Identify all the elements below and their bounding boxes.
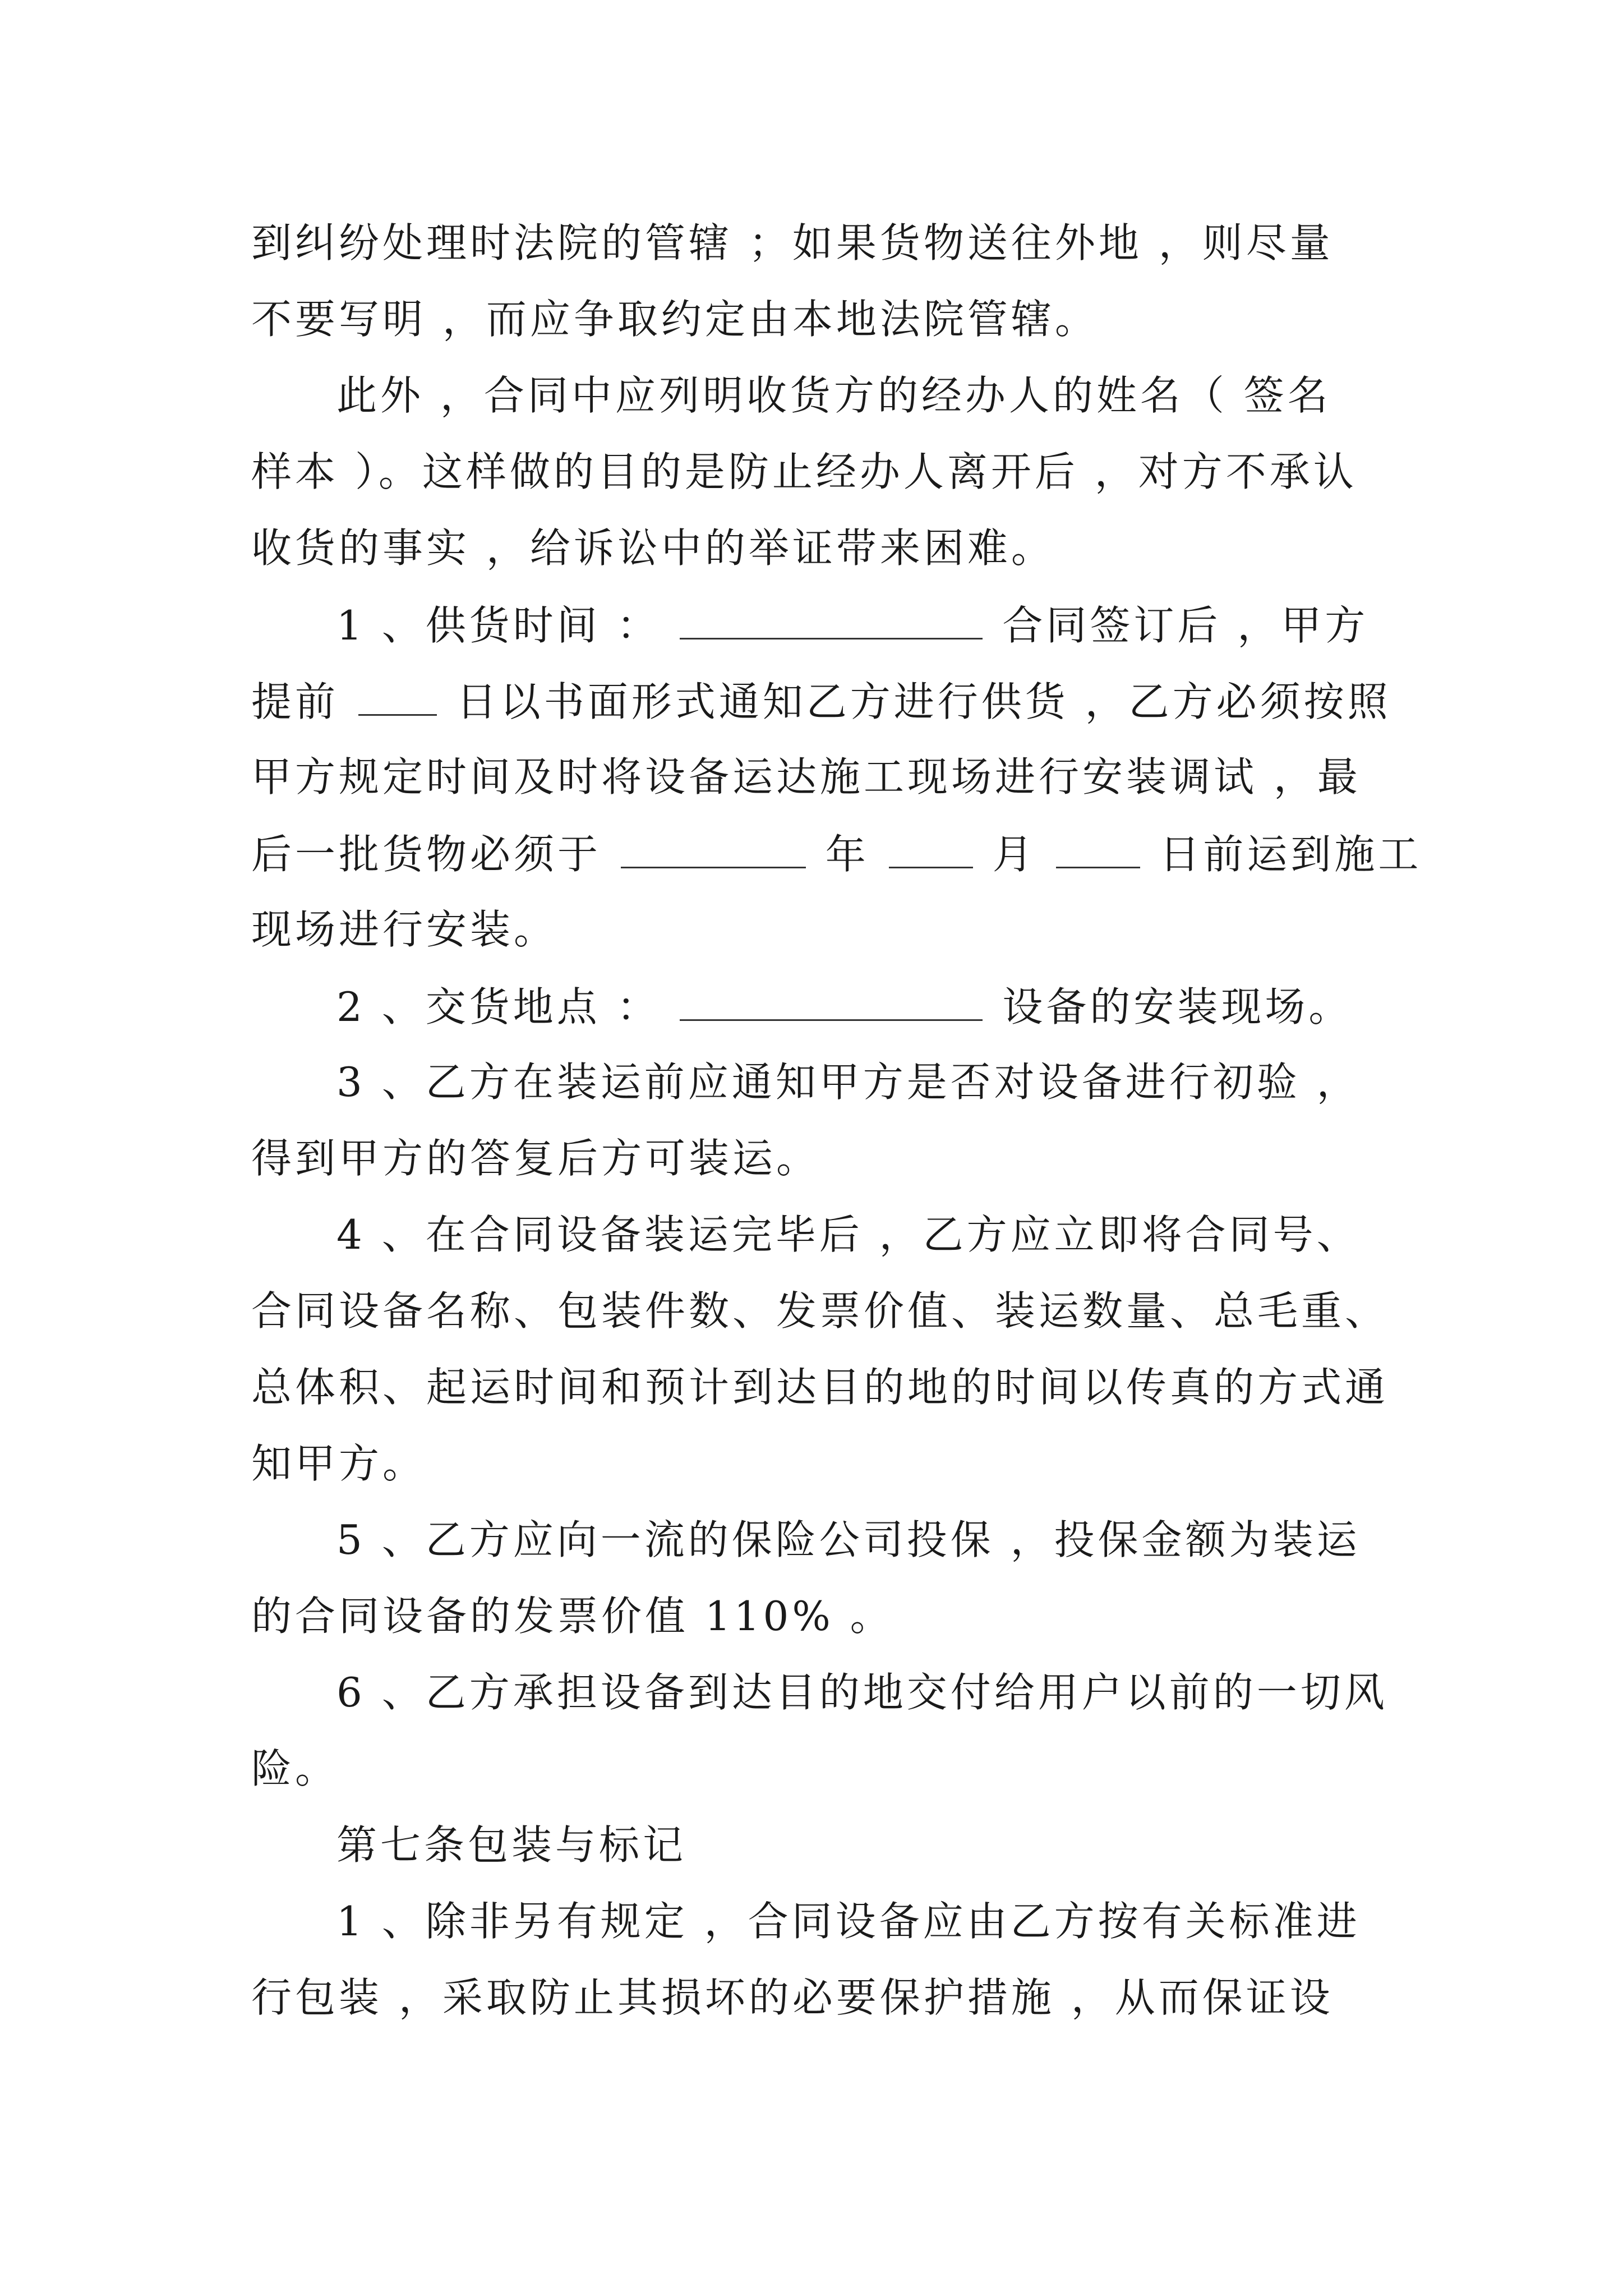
text-segment: 甲方规定时间及时将设备运达施工现场进行安装调试 ，最 xyxy=(251,753,1361,800)
text-line xyxy=(251,1971,1418,2032)
paragraph-start-line xyxy=(336,369,1503,430)
text-segment: 现场进行安装。 xyxy=(251,906,558,953)
text-segment: 3 、乙方在装运前应通知甲方是否对设备进行初验 ， xyxy=(336,1059,1361,1106)
month-blank[interactable] xyxy=(889,826,973,868)
text-line xyxy=(251,292,1418,354)
text-segment: 设备的安装现场。 xyxy=(1002,983,1353,1030)
text-segment: 的合同设备的发票价值 110% 。 xyxy=(251,1593,894,1640)
text-segment: 4 、在合同设备装运完毕后 ，乙方应立即将合同号、 xyxy=(336,1211,1361,1258)
text-segment: 6 、乙方承担设备到达目的地交付给用户以前的一切风 xyxy=(336,1669,1388,1716)
text-segment: 样本 ）。这样做的目的是防止经办人离开后 ，对方不承认 xyxy=(251,448,1357,495)
text-line xyxy=(251,1360,1418,1422)
delivery-location-blank[interactable] xyxy=(680,979,983,1021)
text-segment: 行包装 ，采取防止其损坏的必要保护措施 ，从而保证设 xyxy=(251,1974,1334,2021)
text-line xyxy=(251,674,1418,735)
paragraph-start-line xyxy=(336,1208,1503,1269)
text-segment: 知甲方。 xyxy=(251,1440,427,1487)
text-line xyxy=(251,521,1418,583)
text-line xyxy=(251,216,1418,278)
text-line xyxy=(251,1437,1418,1498)
paragraph-start-line xyxy=(336,1513,1503,1575)
text-line xyxy=(251,1589,1418,1651)
delivery-date-line xyxy=(251,826,1422,888)
text-line xyxy=(251,903,1418,964)
text-line xyxy=(251,1284,1418,1346)
text-segment: 日以书面形式通知乙方进行供货 ，乙方必须按照 xyxy=(456,678,1391,725)
supply-time-blank[interactable] xyxy=(680,597,983,639)
delivery-location-line xyxy=(336,979,1503,1041)
text-segment: 第七条包装与标记 xyxy=(336,1821,687,1869)
text-segment: 后一批货物必须于 xyxy=(251,831,602,878)
text-segment: 年 xyxy=(825,831,869,878)
text-segment: 5 、乙方应向一流的保险公司投保 ，投保金额为装运 xyxy=(336,1516,1361,1563)
text-segment: 总体积、起运时间和预计到达目的地的时间以传真的方式通 xyxy=(251,1364,1389,1411)
text-segment: 1 、供货时间 ： xyxy=(336,602,661,649)
text-segment: 收货的事实 ，给诉讼中的举证带来困难。 xyxy=(251,524,1055,572)
text-segment: 险。 xyxy=(251,1745,339,1792)
text-segment: 月 xyxy=(992,831,1036,878)
text-segment: 到纠纷处理时法院的管辖 ；如果货物送往外地 ，则尽量 xyxy=(251,219,1334,266)
text-line xyxy=(251,445,1418,507)
text-segment: 合同签订后 ，甲方 xyxy=(1002,602,1369,649)
text-segment: 提前 xyxy=(251,678,339,725)
text-segment: 1 、除非另有规定 ，合同设备应由乙方按有关标准进 xyxy=(336,1898,1361,1945)
supply-time-line xyxy=(336,597,1503,659)
section-heading xyxy=(336,1818,1503,1880)
text-segment: 此外 ，合同中应列明收货方的经办人的姓名（ 签名 xyxy=(336,372,1331,419)
text-segment: 2 、交货地点 ： xyxy=(336,983,661,1030)
text-segment: 日前运到施工 xyxy=(1159,831,1422,878)
advance-days-blank[interactable] xyxy=(358,674,437,716)
day-blank[interactable] xyxy=(1056,826,1140,868)
text-line xyxy=(251,1742,1418,1803)
text-line xyxy=(251,750,1418,812)
paragraph-start-line xyxy=(336,1665,1503,1727)
text-line xyxy=(251,1131,1418,1193)
year-blank[interactable] xyxy=(621,826,806,868)
text-segment: 不要写明 ，而应争取约定由本地法院管辖。 xyxy=(251,296,1099,343)
paragraph-start-line xyxy=(336,1894,1503,1956)
text-segment: 合同设备名称、包装件数、发票价值、装运数量、总毛重、 xyxy=(251,1287,1389,1335)
text-segment: 得到甲方的答复后方可装运。 xyxy=(251,1135,820,1182)
paragraph-start-line xyxy=(336,1055,1503,1117)
